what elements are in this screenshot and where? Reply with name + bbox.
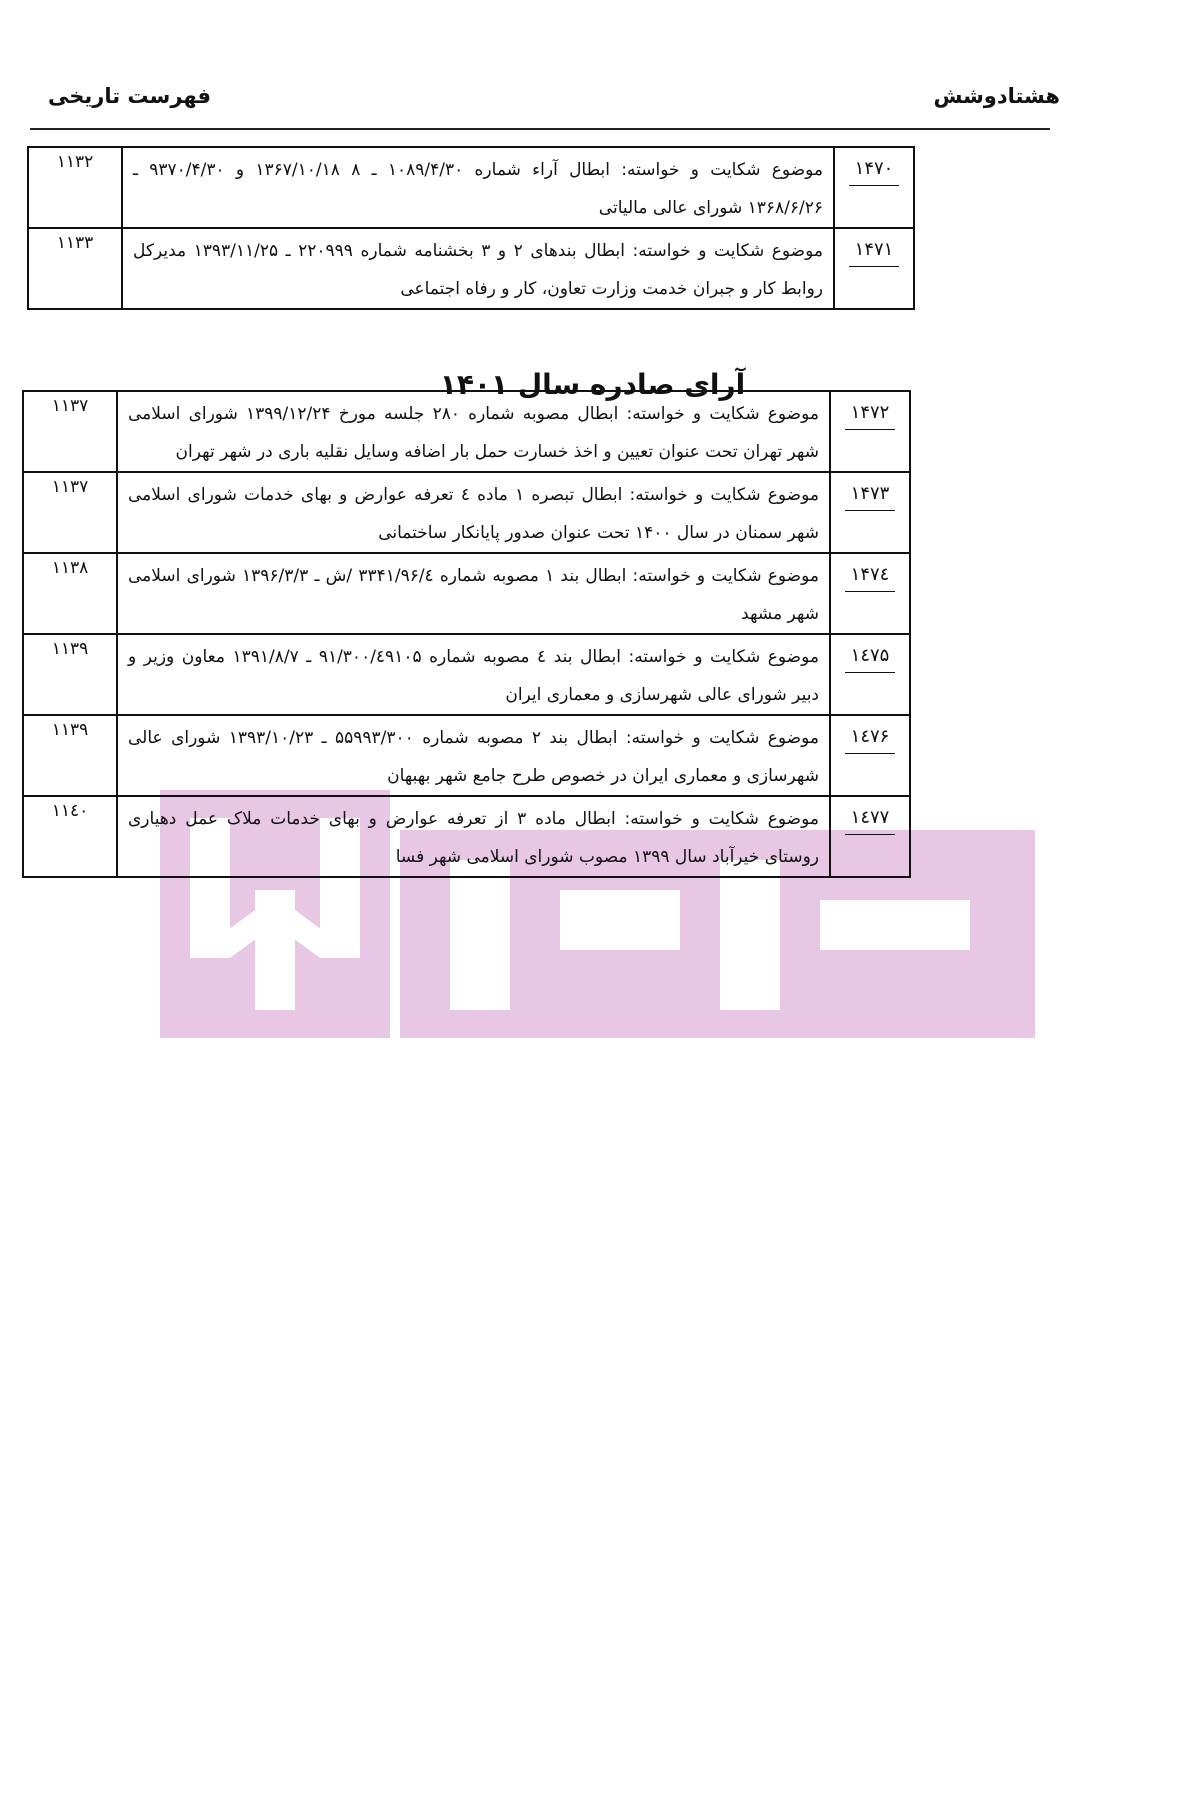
entry-number-cell: [834, 228, 914, 309]
entry-page: ۱۱۳۹: [23, 634, 117, 715]
entry-number-cell: [830, 796, 910, 877]
table-row: [23, 634, 910, 715]
table-row: [28, 228, 914, 309]
entry-page: ۱۱۳۷: [23, 391, 117, 472]
table-row: [23, 553, 910, 634]
page-header: [48, 84, 1060, 124]
entry-page: ۱۱۳۲: [28, 147, 122, 228]
table-row: [23, 391, 910, 472]
entry-description: موضوع شکایت و خواسته: ابطال ماده ۳ از تعرفه عوارض و بهای خدمات ملاک عمل دهیاری روستای خیرآباد سال ۱۳۹۹ مصوب شورای اسلامی شهر فسا: [117, 796, 830, 877]
entry-number-cell: [830, 715, 910, 796]
entry-number-cell: [830, 634, 910, 715]
entry-description: موضوع شکایت و خواسته: ابطال بندهای ۲ و ۳ بخشنامه شماره ۲۲۰۹۹۹ ـ ۱۳۹۳/۱۱/۲۵ مدیرکل روابط کار و جبران خدمت وزارت تعاون، کار و رفاه اجتماعی: [122, 228, 834, 309]
entry-number: ۱۴۷٤: [845, 564, 896, 592]
entry-number-cell: [830, 553, 910, 634]
entry-description: موضوع شکایت و خواسته: ابطال بند ۲ مصوبه شماره ۵۵۹۹۳/۳۰۰ ـ ۱۳۹۳/۱۰/۲۳ شورای عالی شهرسازی و معماری ایران در خصوص طرح جامع شهر بهبهان: [117, 715, 830, 796]
entry-number: ۱٤۷۶: [845, 726, 896, 754]
entry-number: ۱۴۷۳: [845, 483, 896, 511]
entry-page: ۱۱۳۷: [23, 472, 117, 553]
entry-page: ۱۱٤۰: [23, 796, 117, 877]
entry-number-cell: [830, 391, 910, 472]
header-divider: [30, 128, 1050, 130]
entry-description: موضوع شکایت و خواسته: ابطال آراء شماره ۱۰۸۹/۴/۳۰ ـ ۸ ۱۳۶۷/۱۰/۱۸ و ۹۳۷۰/۴/۳۰ ـ ۱۳۶۸/۶/۲۶ شورای عالی مالیاتی: [122, 147, 834, 228]
entry-number-cell: [834, 147, 914, 228]
entries-table-1401: [22, 390, 911, 878]
entry-description: موضوع شکایت و خواسته: ابطال مصوبه شماره ۲۸۰ جلسه مورخ ۱۳۹۹/۱۲/۲۴ شورای اسلامی شهر تهران تحت عنوان تعیین و اخذ خسارت حمل بار اضافه وسایل نقلیه باری در شهر تهران: [117, 391, 830, 472]
entry-number: ۱٤۷۷: [845, 807, 896, 835]
entry-description: موضوع شکایت و خواسته: ابطال تبصره ۱ ماده ٤ تعرفه عوارض و بهای خدمات شورای اسلامی شهر سمنان در سال ۱۴۰۰ تحت عنوان صدور پایانکار ساختمانی: [117, 472, 830, 553]
table-row: [23, 715, 910, 796]
entry-page: ۱۱۳۹: [23, 715, 117, 796]
entry-page: ۱۱۳۸: [23, 553, 117, 634]
entry-number: ۱٤۷۵: [845, 645, 896, 673]
entries-table-top: [27, 146, 915, 310]
entry-number: ۱۴۷۲: [845, 402, 896, 430]
entry-page: ۱۱۳۳: [28, 228, 122, 309]
entry-number: ۱۴۷۱: [849, 239, 900, 267]
table-row: [23, 472, 910, 553]
section-title: آرای صادره سال ۱۴۰۱: [439, 368, 746, 401]
entry-number-cell: [830, 472, 910, 553]
entry-description: موضوع شکایت و خواسته: ابطال بند ٤ مصوبه شماره ۹۱/۳۰۰/٤۹۱۰۵ ـ ۱۳۹۱/۸/۷ معاون وزیر و دبیر شورای عالی شهرسازی و معماری ایران: [117, 634, 830, 715]
index-title: فهرست تاریخی: [48, 84, 211, 108]
entry-description: موضوع شکایت و خواسته: ابطال بند ۱ مصوبه شماره ۳۳۴۱/۹۶/٤ /ش ـ ۱۳۹۶/۳/۳ شورای اسلامی شهر مشهد: [117, 553, 830, 634]
page-number-word: هشتادوشش: [933, 84, 1060, 108]
table-row: [28, 147, 914, 228]
entry-number: ۱۴۷۰: [849, 158, 900, 186]
table-row: [23, 796, 910, 877]
